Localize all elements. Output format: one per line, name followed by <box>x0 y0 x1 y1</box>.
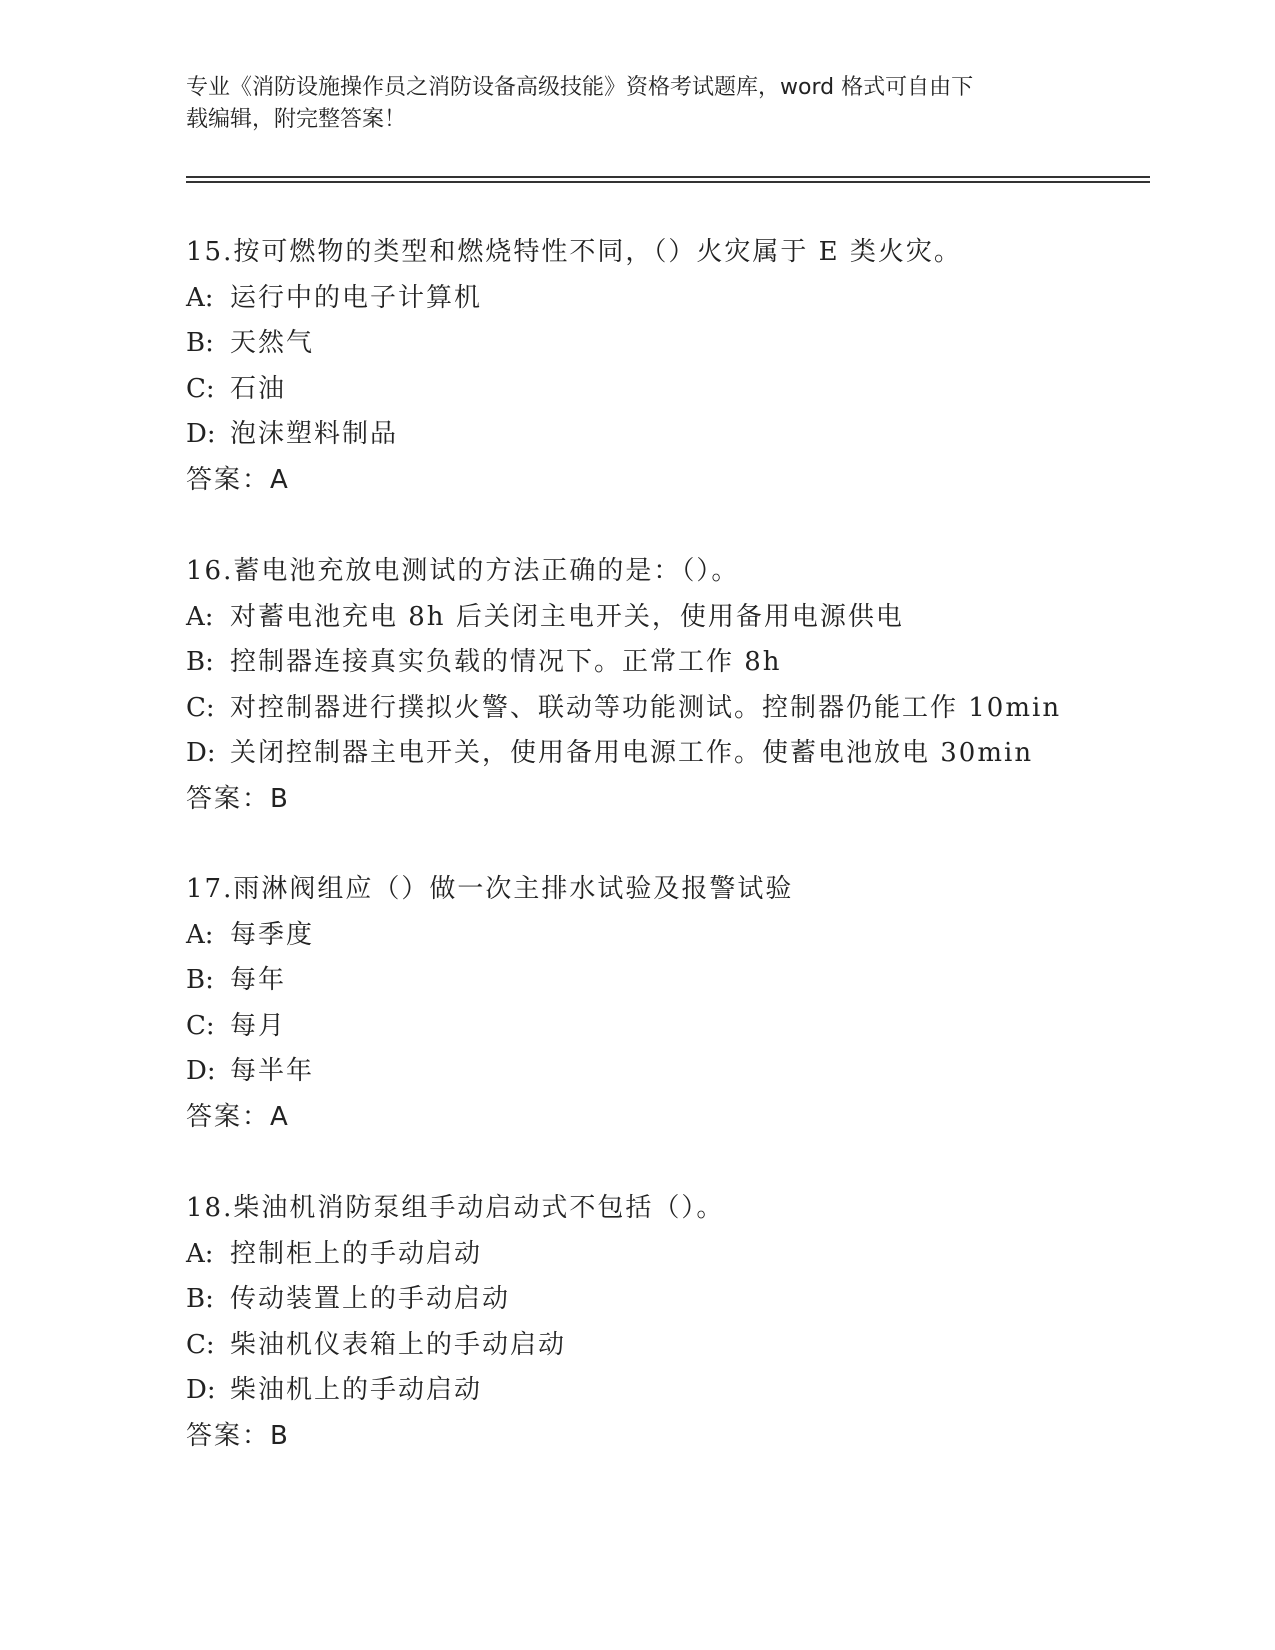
option-text: 石油 <box>230 373 287 404</box>
option-key: C: <box>186 1010 215 1041</box>
document-header <box>186 72 1066 136</box>
option-d <box>186 412 1146 458</box>
option-text: 柴油机仪表箱上的手动启动 <box>230 1329 567 1360</box>
option-text: 对控制器进行撲拟火警、联动等功能测试。控制器仍能工作 10min <box>230 692 1062 723</box>
option-b <box>186 321 1146 367</box>
option-b <box>186 1277 1146 1323</box>
option-text: 关闭控制器主电开关，使用备用电源工作。使蓄电池放电 30min <box>230 738 1034 768</box>
answer-line: 答案：B <box>186 783 290 814</box>
option-key: B: <box>186 647 214 677</box>
option-key: D: <box>186 419 216 449</box>
option-b <box>186 640 1146 686</box>
question-block <box>186 867 1146 1140</box>
answer-line: 答案：A <box>186 1101 290 1132</box>
header-line-1: 专业《消防设施操作员之消防设备高级技能》资格考试题库，word 格式可自由下 <box>186 75 974 100</box>
option-key: A: <box>186 282 214 313</box>
option-c <box>186 1004 1146 1050</box>
option-key: D: <box>186 1056 216 1086</box>
question-stem: 15.按可燃物的类型和燃烧特性不同，（）火灾属于 E 类火灾。 <box>186 237 962 267</box>
answer-line: 答案：B <box>186 1420 290 1451</box>
option-a <box>186 1232 1146 1278</box>
option-text: 柴油机上的手动启动 <box>230 1375 483 1405</box>
header-divider-top <box>186 176 1150 178</box>
question-block <box>186 230 1146 503</box>
question-stem: 17.雨淋阀组应（）做一次主排水试验及报警试验 <box>186 874 794 904</box>
option-key: A: <box>186 601 214 632</box>
option-key: A: <box>186 1238 214 1269</box>
question-block <box>186 1186 1146 1459</box>
option-text: 每年 <box>230 965 287 995</box>
answer-line: 答案：A <box>186 464 290 495</box>
option-key: B: <box>186 1284 214 1314</box>
option-text: 控制柜上的手动启动 <box>230 1238 483 1269</box>
option-text: 每季度 <box>230 919 315 950</box>
option-text: 对蓄电池充电 8h 后关闭主电开关，使用备用电源供电 <box>230 601 904 632</box>
option-text: 天然气 <box>230 328 315 358</box>
option-c <box>186 686 1146 732</box>
option-key: A: <box>186 919 214 950</box>
option-d <box>186 1049 1146 1095</box>
option-key: D: <box>186 1375 216 1405</box>
question-stem: 16.蓄电池充放电测试的方法正确的是：（）。 <box>186 556 740 586</box>
option-text: 每半年 <box>230 1056 315 1086</box>
option-b <box>186 958 1146 1004</box>
option-text: 运行中的电子计算机 <box>230 282 483 313</box>
option-text: 泡沫塑料制品 <box>230 419 399 449</box>
option-a <box>186 595 1146 641</box>
option-a <box>186 276 1146 322</box>
question-block <box>186 549 1146 822</box>
option-key: C: <box>186 692 215 723</box>
option-d <box>186 731 1146 777</box>
option-key: B: <box>186 328 214 358</box>
option-a <box>186 913 1146 959</box>
option-text: 控制器连接真实负载的情况下。正常工作 8h <box>230 647 782 677</box>
option-text: 每月 <box>230 1010 287 1041</box>
option-c <box>186 1323 1146 1369</box>
option-key: C: <box>186 1329 215 1360</box>
option-key: D: <box>186 738 216 768</box>
option-text: 传动装置上的手动启动 <box>230 1284 511 1314</box>
header-divider-bottom <box>186 181 1150 183</box>
option-c <box>186 367 1146 413</box>
option-key: B: <box>186 965 214 995</box>
question-stem: 18.柴油机消防泵组手动启动式不包括（）。 <box>186 1193 725 1223</box>
option-key: C: <box>186 373 215 404</box>
header-line-2: 载编辑，附完整答案！ <box>186 107 407 132</box>
option-d <box>186 1368 1146 1414</box>
